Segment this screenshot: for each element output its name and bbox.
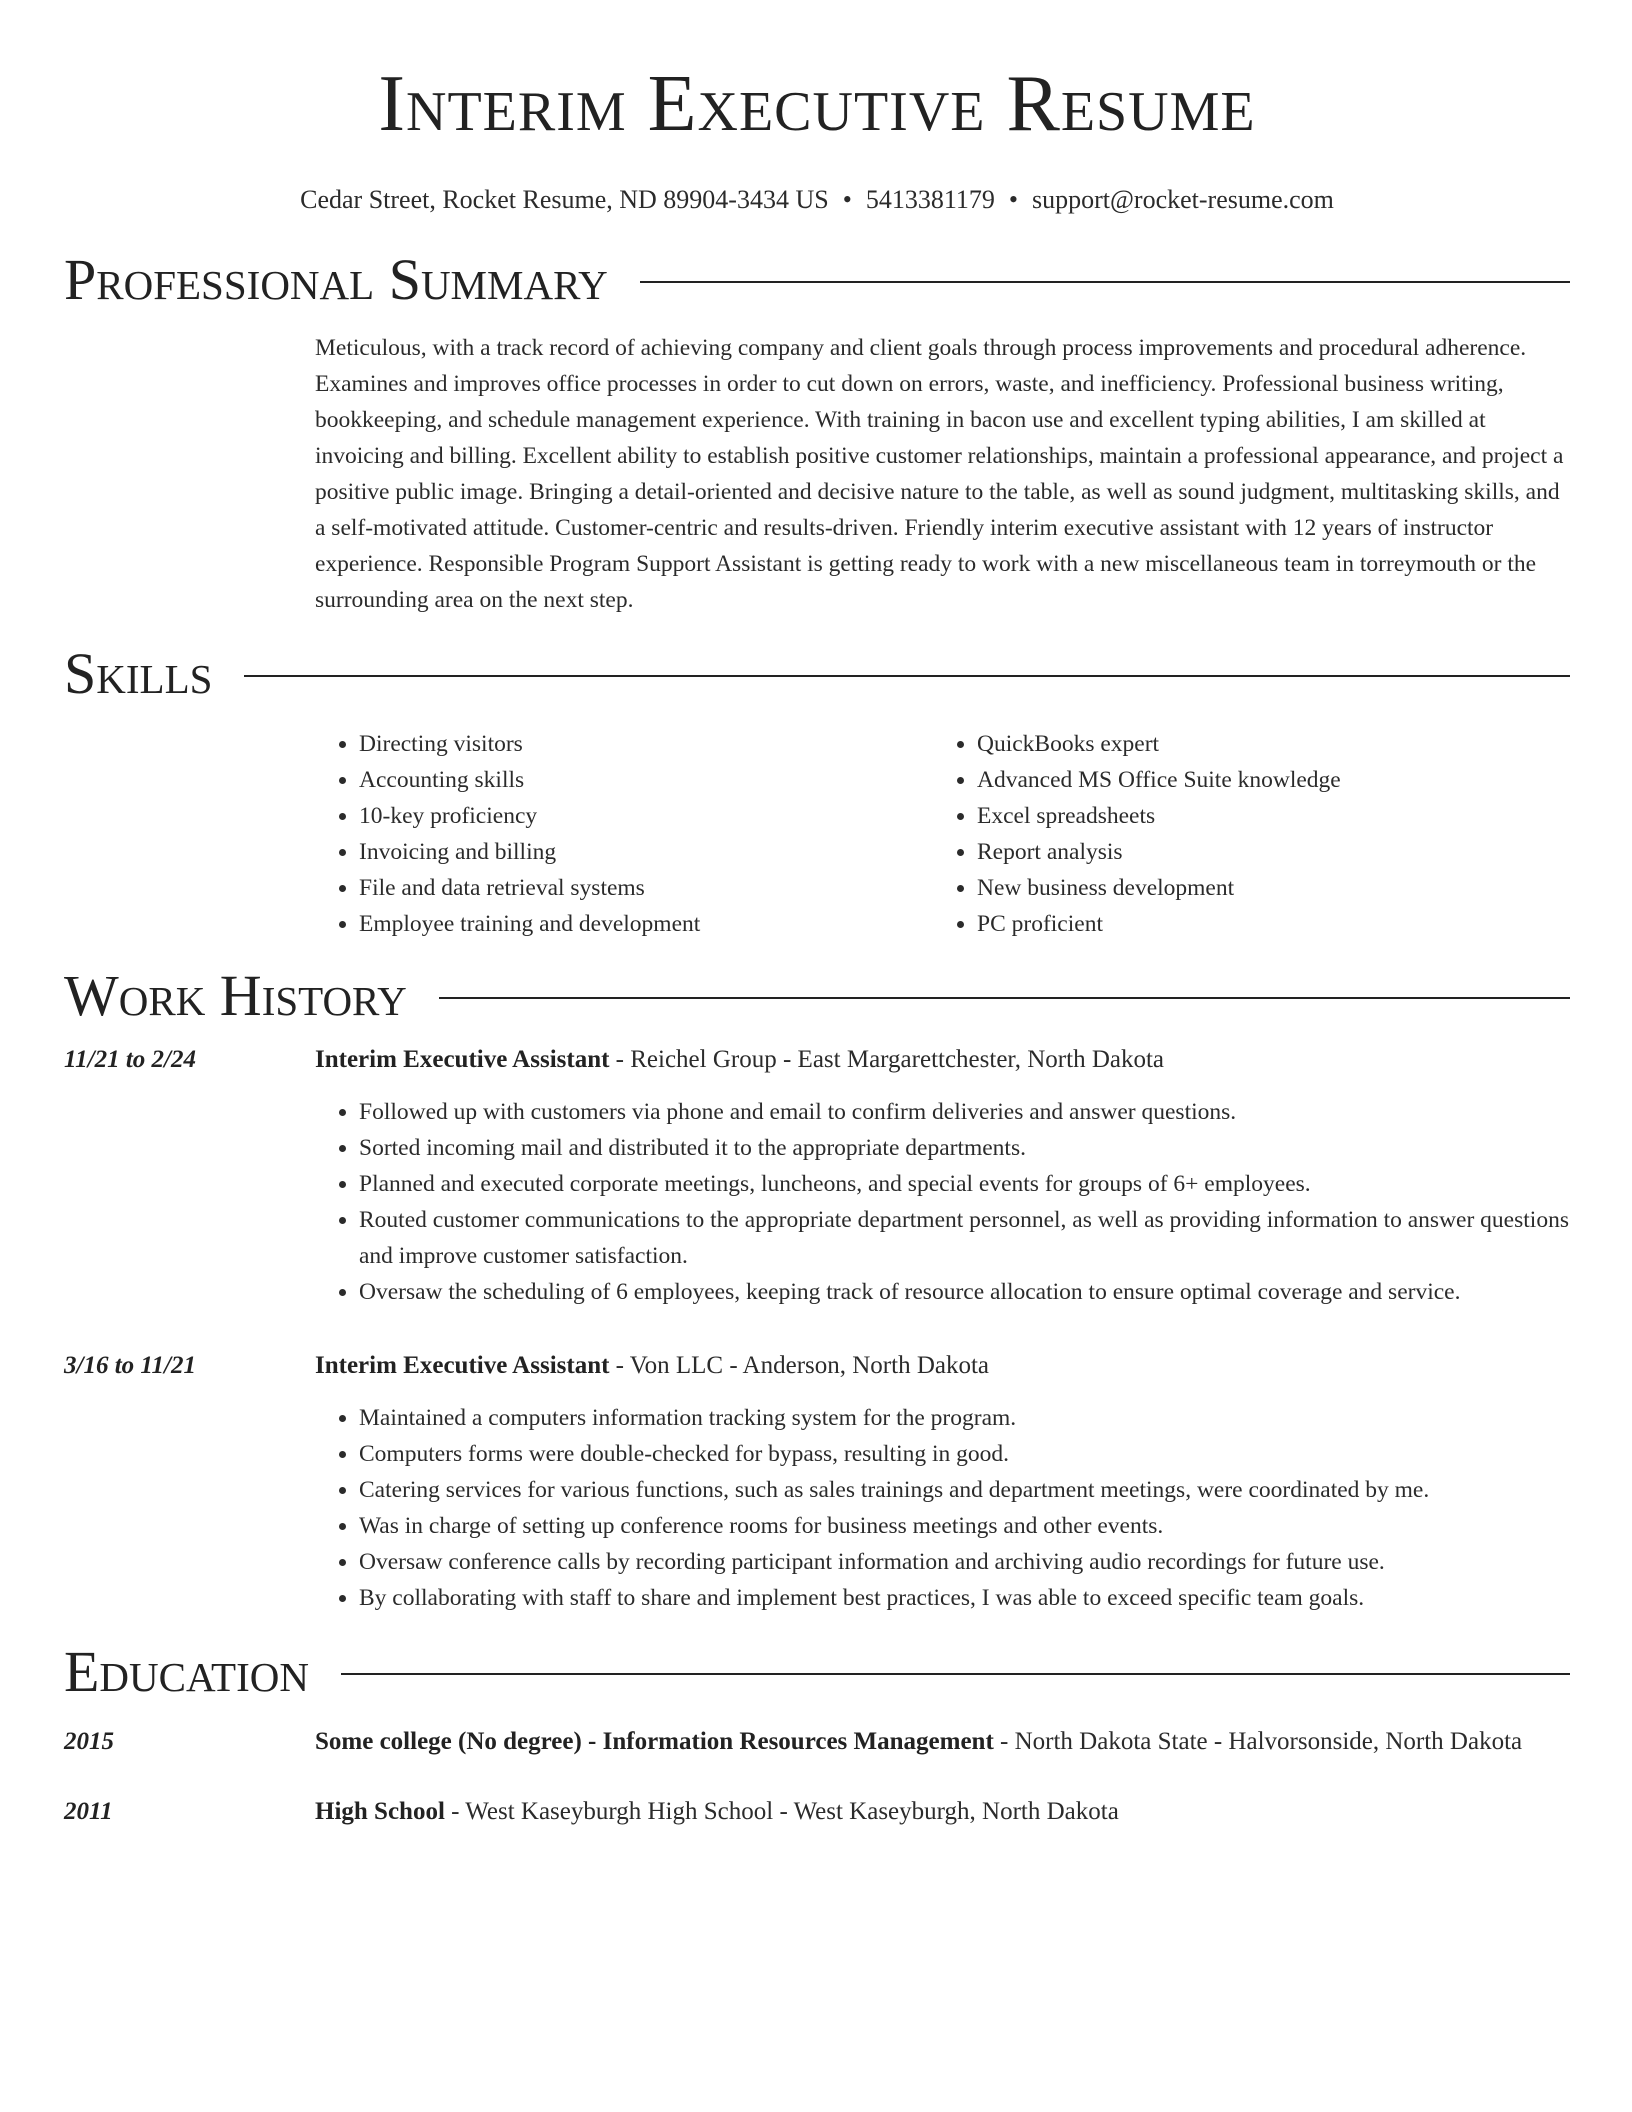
skill-item: • File and data retrieval systems	[359, 870, 933, 906]
job-bullet: • Routed customer communications to the appropriate department personnel, as well as providing information to answer questions and improve customer satisfaction.	[359, 1202, 1570, 1274]
skills-section-header	[64, 641, 1570, 706]
skill-item: • QuickBooks expert	[977, 726, 1341, 762]
skill-item: • Excel spreadsheets	[977, 798, 1341, 834]
skills-column-right	[933, 726, 1341, 942]
job-bullet: • Oversaw conference calls by recording participant information and archiving audio recordings for future use.	[359, 1544, 1570, 1580]
job-bullet: • Catering services for various functions, such as sales trainings and department meetings, were coordinated by me.	[359, 1472, 1570, 1508]
contact-address: Cedar Street, Rocket Resume, ND 89904-3434 US	[300, 185, 829, 214]
contact-line	[64, 184, 1570, 216]
skill-item: • Invoicing and billing	[359, 834, 933, 870]
contact-separator: •	[842, 185, 852, 214]
education-entry	[64, 1792, 1570, 1832]
education-line	[315, 1722, 1570, 1762]
job-bullet: • Computers forms were double-checked for bypass, resulting in good.	[359, 1436, 1570, 1472]
resume-page	[64, 0, 1570, 1832]
job-title-line	[315, 1040, 1570, 1080]
job-bullets	[315, 1094, 1570, 1310]
job-position: Interim Executive Assistant	[315, 1352, 610, 1379]
job-details: - Reichel Group - East Margarettchester, North Dakota	[609, 1046, 1165, 1073]
resume-name: Interim Executive Resume	[378, 60, 1256, 148]
job-bullet: • By collaborating with staff to share and implement best practices, I was able to exceed specific team goals.	[359, 1580, 1570, 1616]
job-dates: 11/21 to 2/24	[64, 1046, 196, 1073]
section-divider	[640, 281, 1570, 283]
skill-item: • 10-key proficiency	[359, 798, 933, 834]
education-degree: Some college (No degree) - Information Resources Management	[315, 1728, 994, 1755]
skill-item: • PC proficient	[977, 906, 1341, 942]
education-section-title: Education	[64, 1639, 309, 1704]
education-details: - North Dakota State - Halvorsonside, North Dakota	[993, 1728, 1523, 1755]
work-section-header	[64, 963, 1570, 1028]
skill-item: • Accounting skills	[359, 762, 933, 798]
job-bullet: • Oversaw the scheduling of 6 employees, keeping track of resource allocation to ensure optimal coverage and service.	[359, 1274, 1570, 1310]
education-details: - West Kaseyburgh High School - West Kaseyburgh, North Dakota	[444, 1798, 1119, 1825]
education-entry	[64, 1722, 1570, 1762]
skill-item: • Employee training and development	[359, 906, 933, 942]
job-details: - Von LLC - Anderson, North Dakota	[609, 1352, 990, 1379]
summary-text: Meticulous, with a track record of achieving company and client goals through process improvements and procedural adherence. Examines and improves office processes in order to cut down on errors, waste, and inefficiency. Professional business writing, bookkeeping, and schedule management experience. With training in bacon use and excellent typing abilities, I am skilled at invoicing and billing. Excellent ability to establish positive customer relationships, maintain a professional appearance, and project a positive public image. Bringing a detail-oriented and decisive nature to the table, as well as sound judgment, multitasking skills, and a self-motivated attitude. Customer-centric and results-driven. Friendly interim executive assistant with 12 years of instructor experience. Responsible Program Support Assistant is getting ready to work with a new miscellaneous team in torreymouth or the surrounding area on the next step.	[315, 335, 1564, 613]
skill-item: • Advanced MS Office Suite knowledge	[977, 762, 1341, 798]
section-divider	[341, 1673, 1570, 1675]
job-bullet: • Maintained a computers information tracking system for the program.	[359, 1400, 1570, 1436]
job-header	[64, 1346, 1570, 1386]
summary-section-header	[64, 247, 1570, 312]
skill-item: • Directing visitors	[359, 726, 933, 762]
education-degree: High School	[315, 1798, 445, 1825]
summary-body	[315, 330, 1570, 618]
contact-phone: 5413381179	[865, 185, 995, 214]
education-section-header	[64, 1639, 1570, 1704]
job-bullet: • Followed up with customers via phone and email to confirm deliveries and answer questions.	[359, 1094, 1570, 1130]
education-year: 2015	[64, 1728, 114, 1755]
job-bullets	[315, 1400, 1570, 1616]
job-header	[64, 1040, 1570, 1080]
skill-item: • New business development	[977, 870, 1341, 906]
skills-section-title: Skills	[64, 641, 213, 706]
job-entry	[64, 1040, 1570, 1310]
contact-email: support@rocket-resume.com	[1031, 185, 1334, 214]
job-bullet: • Planned and executed corporate meetings, luncheons, and special events for groups of 6+ employees.	[359, 1166, 1570, 1202]
job-entry	[64, 1346, 1570, 1616]
section-divider	[244, 675, 1570, 677]
summary-section-title: Professional Summary	[64, 247, 608, 312]
contact-separator: •	[1008, 185, 1018, 214]
work-section-title: Work History	[64, 963, 407, 1028]
skills-list	[315, 726, 1570, 942]
job-position: Interim Executive Assistant	[315, 1046, 610, 1073]
job-bullet: • Was in charge of setting up conference rooms for business meetings and other events.	[359, 1508, 1570, 1544]
skill-item: • Report analysis	[977, 834, 1341, 870]
skills-column-left	[315, 726, 933, 942]
section-divider	[439, 997, 1570, 999]
job-dates: 3/16 to 11/21	[64, 1352, 196, 1379]
job-bullet: • Sorted incoming mail and distributed it to the appropriate departments.	[359, 1130, 1570, 1166]
job-title-line	[315, 1346, 1570, 1386]
education-year: 2011	[64, 1798, 113, 1825]
education-line	[315, 1792, 1570, 1832]
